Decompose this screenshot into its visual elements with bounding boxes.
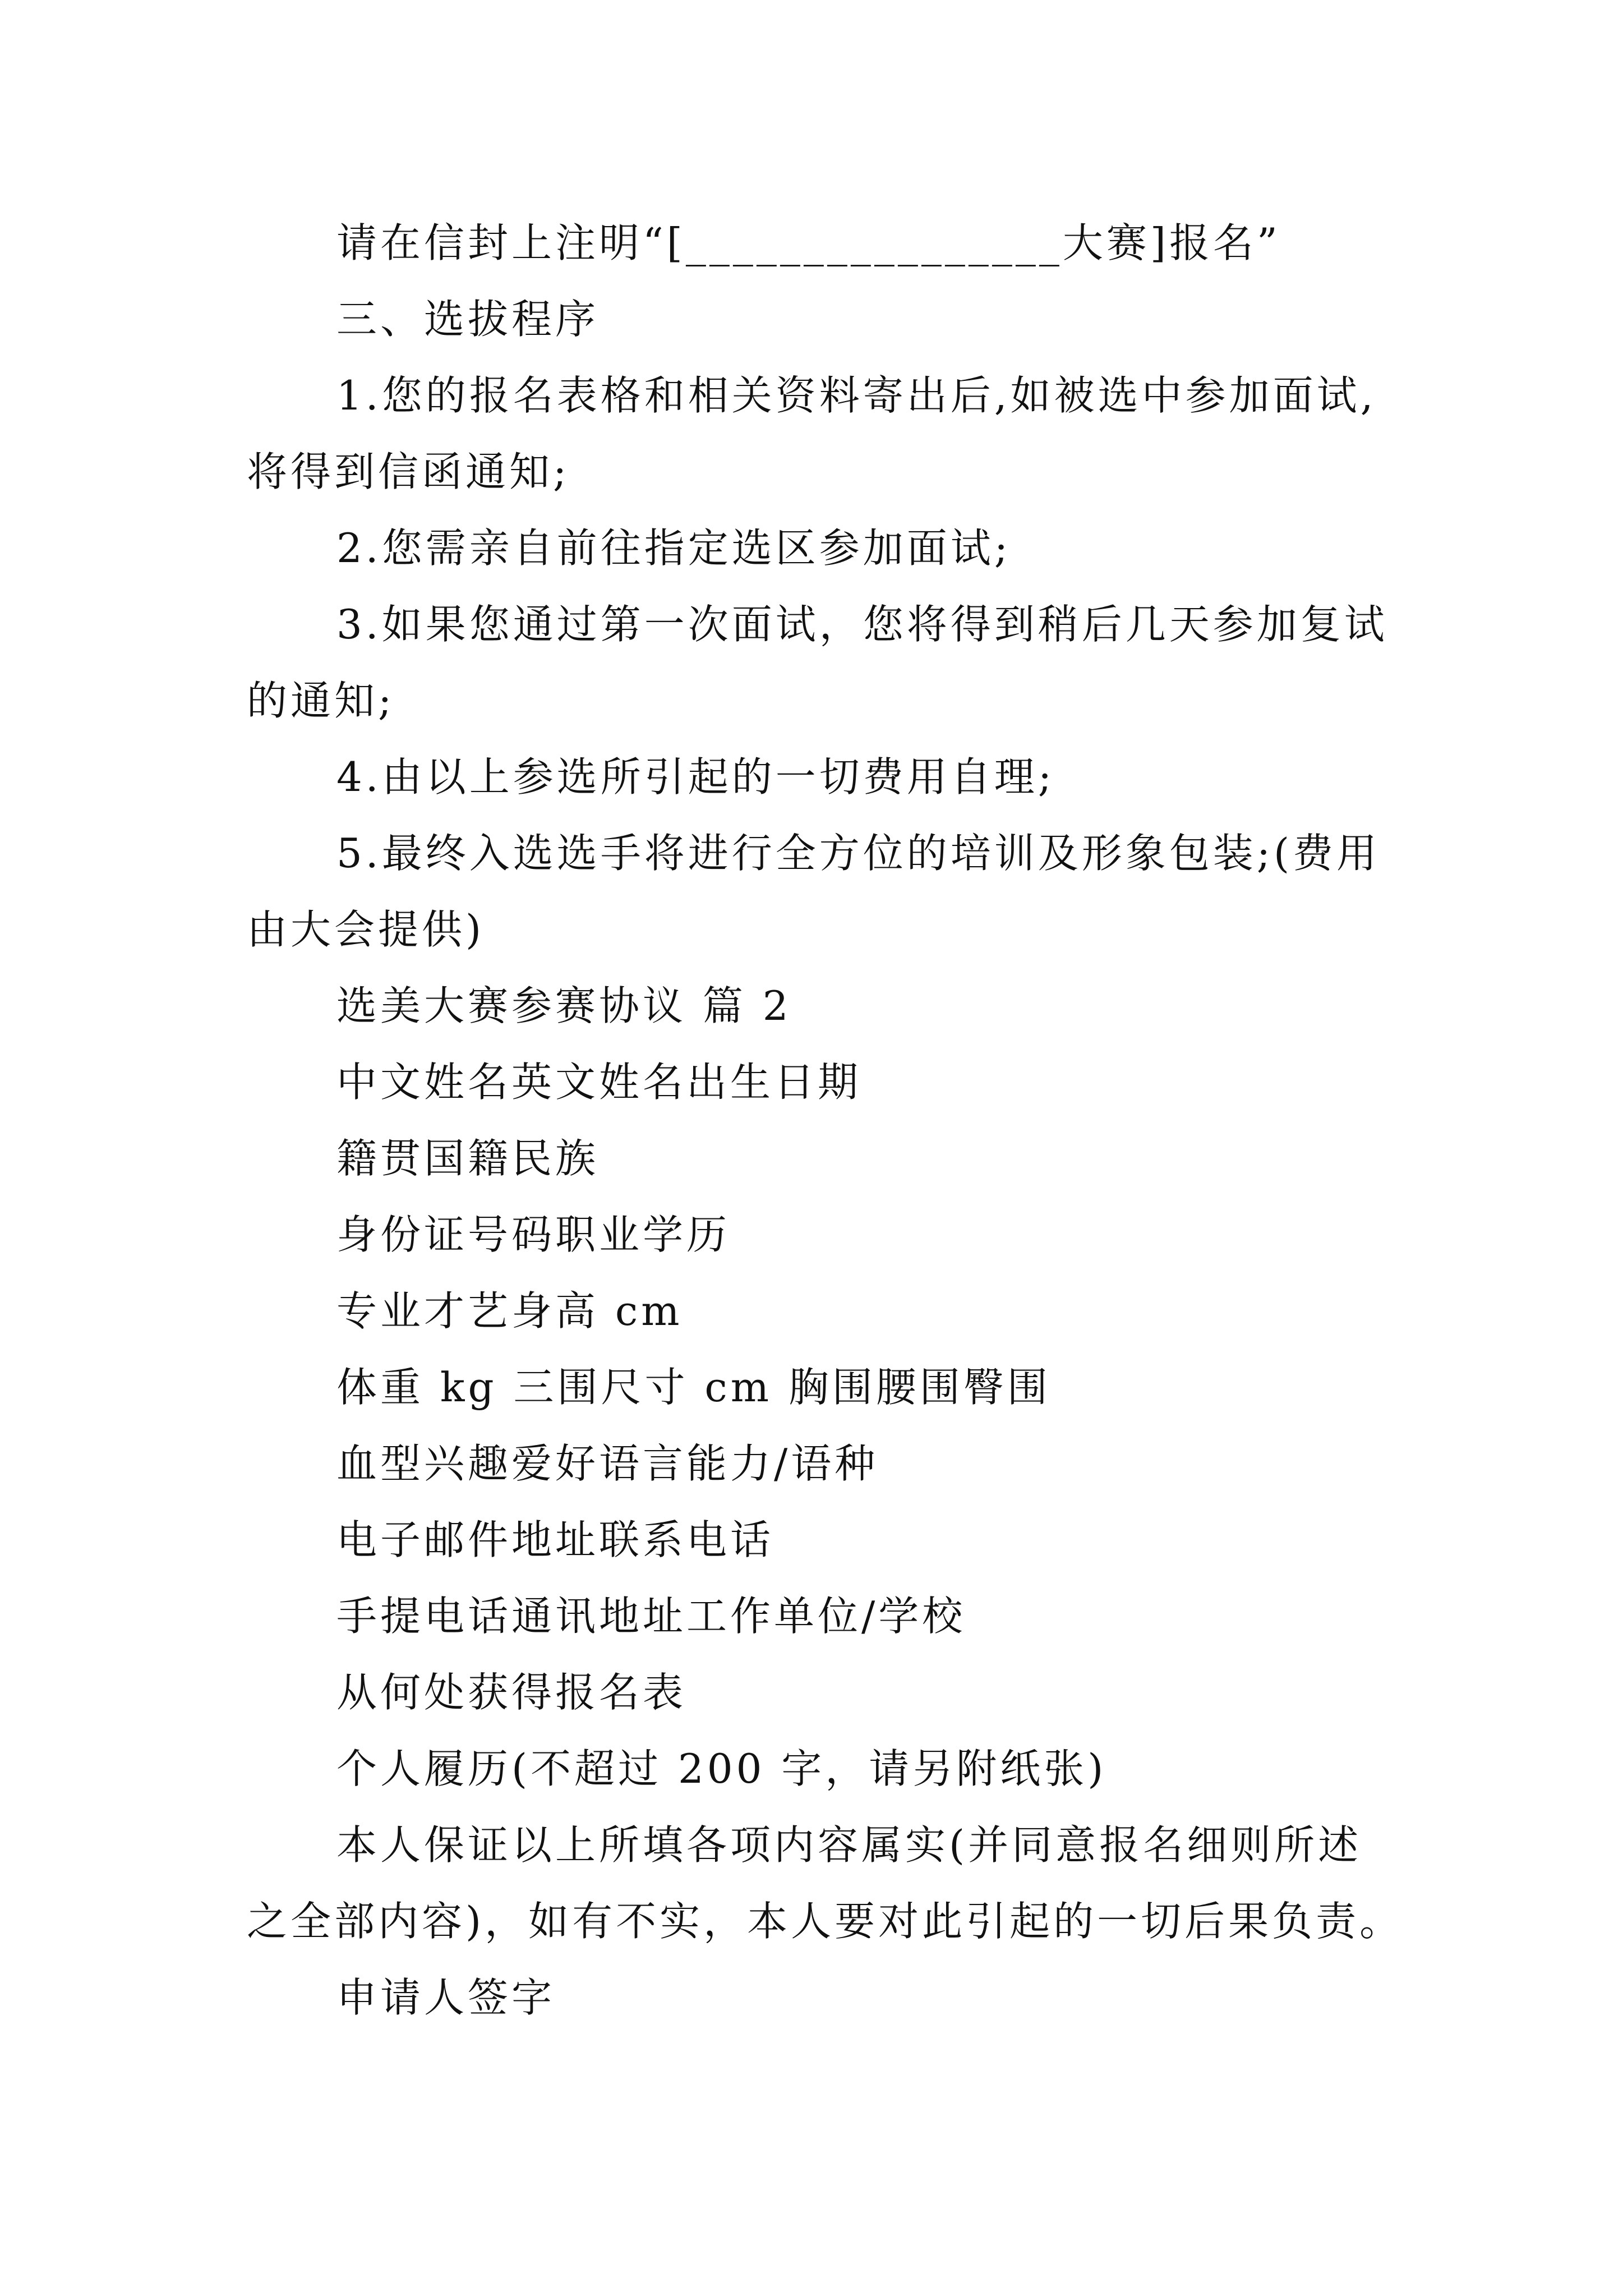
form-field-row-measurements: 体重 kg 三围尺寸 cm 胸围腰围臀围: [336, 1364, 1051, 1411]
procedure-item-3-line-2: 的通知;: [247, 677, 395, 724]
form-field-row-talent: 专业才艺身高 cm: [336, 1287, 683, 1335]
form-field-row-origin: 籍贯国籍民族: [336, 1135, 600, 1182]
envelope-instruction-prefix: 请在信封上注明“[: [336, 219, 686, 266]
form-field-row-resume: 个人履历(不超过 200 字，请另附纸张): [336, 1745, 1107, 1792]
procedure-item-4: 4.由以上参选所引起的一切费用自理;: [336, 753, 1055, 800]
procedure-item-1-line-1: 1.您的报名表格和相关资料寄出后,如被选中参加面试,: [336, 372, 1377, 419]
form-field-row-blood-type: 血型兴趣爱好语言能力/语种: [336, 1440, 879, 1487]
form-field-row-names: 中文姓名英文姓名出生日期: [336, 1059, 862, 1106]
envelope-instruction-line: [247, 205, 1424, 281]
procedure-item-5-line-1: 5.最终入选选手将进行全方位的培训及形象包装;(费用: [336, 830, 1381, 877]
declaration-line-1: 本人保证以上所填各项内容属实(并同意报名细则所述: [336, 1821, 1362, 1869]
procedure-item-3-line-1: 3.如果您通过第一次面试，您将得到稍后几天参加复试: [336, 601, 1388, 648]
applicant-signature-label: 申请人签字: [336, 1974, 556, 2021]
procedure-item-1-line-2: 将得到信函通知;: [247, 448, 570, 495]
envelope-instruction-suffix: 大赛]报名”: [1062, 219, 1281, 266]
declaration-line-2: 之全部内容)，如有不实，本人要对此引起的一切后果负责。: [247, 1898, 1404, 1945]
procedure-item-2: 2.您需亲自前往指定选区参加面试;: [336, 524, 1011, 572]
procedure-item-5-line-2: 由大会提供): [247, 906, 485, 953]
section-heading: 三、选拔程序: [336, 296, 600, 343]
form-field-row-id: 身份证号码职业学历: [336, 1211, 731, 1258]
document-body: [247, 205, 1424, 2036]
section-title-part-2: 选美大赛参赛协议 篇 2: [336, 982, 792, 1029]
form-field-row-source: 从何处获得报名表: [336, 1669, 687, 1716]
form-field-row-contact: 电子邮件地址联系电话: [336, 1516, 774, 1563]
fill-in-blank: ________________: [685, 219, 1063, 266]
form-field-row-address: 手提电话通讯地址工作单位/学校: [336, 1593, 966, 1640]
